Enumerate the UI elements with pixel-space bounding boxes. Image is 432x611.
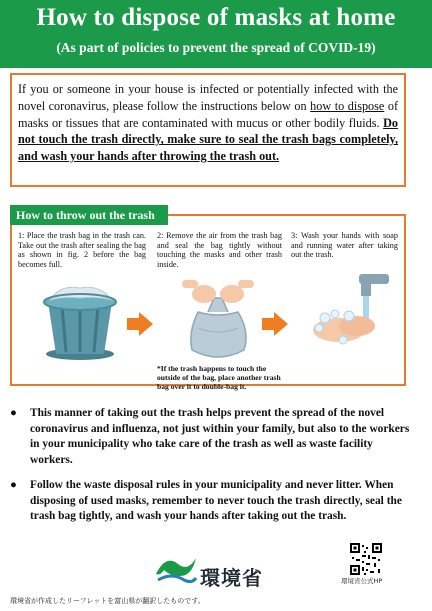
trash-can-illustration	[30, 282, 140, 372]
trash-can-icon	[44, 287, 116, 360]
page-subtitle: (As part of policies to prevent the spread of COVID-19)	[56, 40, 376, 55]
intro-text-2: of masks or tissues that are contaminated with mucus or other bodily fluids.	[18, 98, 399, 130]
bullet-item-2	[10, 478, 410, 525]
handwashing-illustration	[295, 268, 400, 364]
title-banner	[0, 0, 432, 68]
intro-emphasis: Do not touch the trash directly, make sure to seal the trash bags completely, and wash your hands after throwing the trash out.	[18, 115, 398, 164]
bullet-text-1: This manner of taking out the trash helps prevent the spread of the novel coronavirus and influenza, not just within your family, but also to the workers in your municipality who take care of the trash as well as waste facility workers.	[30, 407, 410, 466]
intro-underlined-phrase: how to dispose	[310, 98, 385, 113]
step-2-text: 2: Remove the air from the trash bag and seal the bag tightly without touching the masks and other trash inside.	[157, 231, 282, 269]
intro-box	[10, 73, 406, 187]
bullet-icon: ●	[10, 407, 17, 419]
trash-bag-icon	[191, 298, 246, 357]
arrow-right-icon-1	[125, 311, 155, 337]
intro-text-1: If you or someone in your house is infected or potentially infected with the novel coronavirus, please follow the instructions below on	[18, 82, 398, 113]
bullet-icon: ●	[10, 479, 17, 491]
step-3-text: 3: Wash your hands with soap and running water after taking out the trash.	[291, 231, 398, 260]
arrow-right-icon-2	[260, 311, 290, 337]
page-title: How to dispose of masks at home	[36, 4, 396, 31]
qr-code-icon[interactable]	[350, 543, 382, 575]
double-bag-note: *If the trash happens to touch the outside of the bag, place another trash bag over it to double-bag it.	[157, 364, 281, 391]
sealed-bag-illustration	[168, 272, 268, 364]
qr-label: 環境省公式HP	[341, 577, 383, 585]
bullet-item-1	[10, 406, 410, 468]
footer-note: 環境省が作成したリーフレットを富山県が翻訳したものです。	[10, 597, 205, 605]
ministry-logo-text: 環境省	[200, 566, 263, 590]
ministry-logo-icon	[152, 550, 198, 586]
faucet-icon	[359, 274, 389, 296]
bullet-text-2: Follow the waste disposal rules in your municipality and never litter. When disposing of used masks, remember to never touch the trash directly, seal the trash bag tightly, and wash your hands after taking out the trash.	[30, 479, 402, 523]
step-1-text: 1: Place the trash bag in the trash can. Take out the trash after sealing the bag as shown in fig. 2 before the bag becomes full.	[18, 231, 146, 269]
howto-label: How to throw out the trash	[10, 205, 168, 225]
